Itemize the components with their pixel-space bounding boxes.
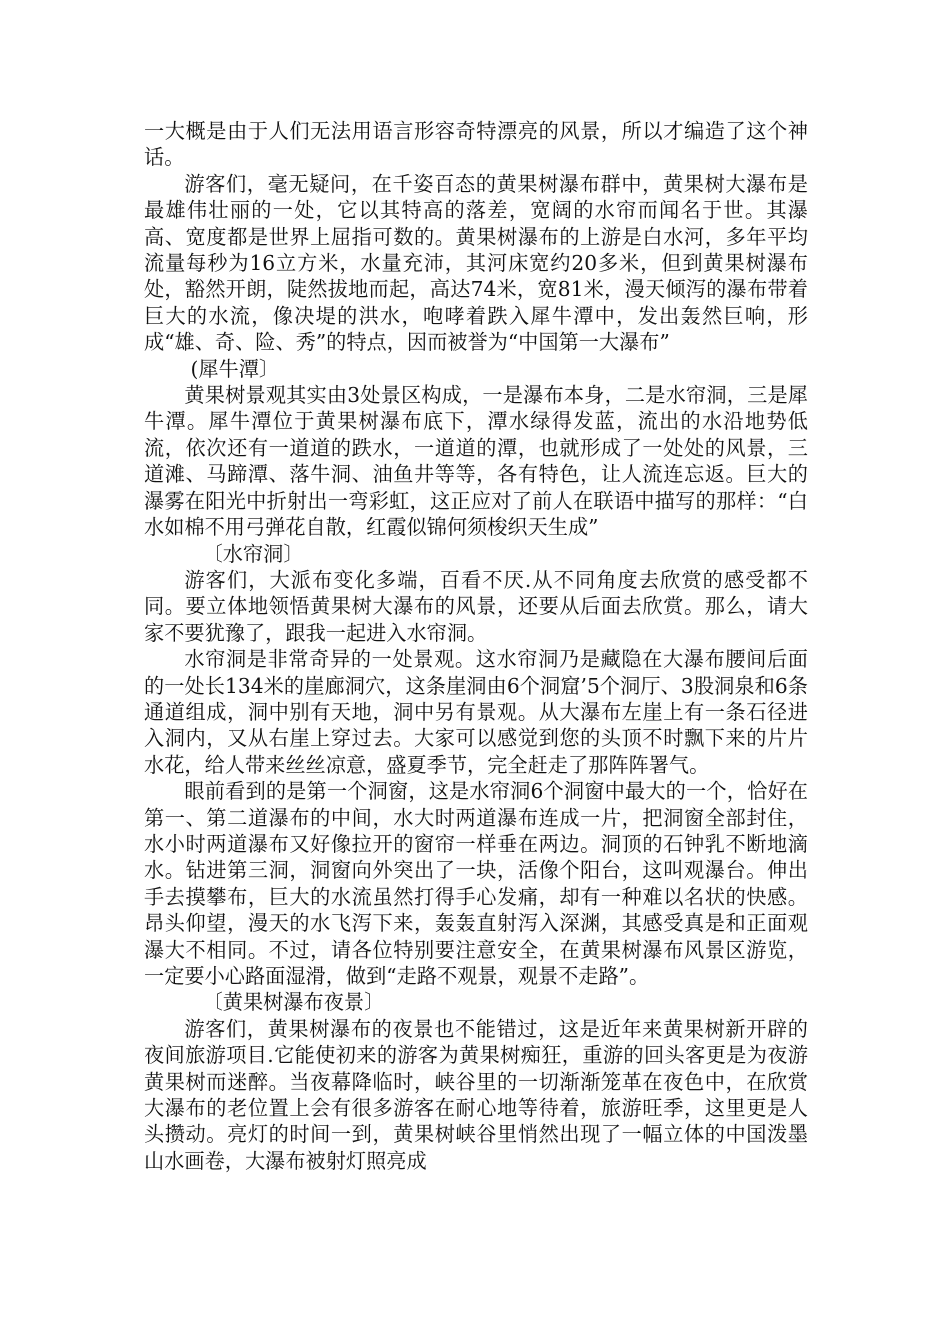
paragraph-intro-continued: 一大概是由于人们无法用语言形容奇特漂亮的风景，所以才编造了这个神话。 xyxy=(144,119,808,170)
section-heading-night-view: 〔黄果树瀑布夜景〕 xyxy=(202,990,385,1015)
paragraph-xiniu-pool: 黄果树景观其实由3处景区构成，一是瀑布本身，二是水帘洞，三是犀牛潭。犀牛潭位于黄果树瀑布底下，潭水绿得发蓝，流出的水沿地势低流，依次还有一道道的跌水，一道道的潭，也就形成了一处处的风景，三道滩、马蹄潭、落牛洞、油鱼井等等，各有特色，让人流连忘返。巨大的瀑雾在阳光中折射出一弯彩虹，这正应对了前人在联语中描写的那样：“白水如棉不用弓弹花自散，红霞似锦何须梭织天生成” xyxy=(144,383,808,540)
paragraph-main-waterfall: 游客们，毫无疑问，在千姿百态的黄果树瀑布群中，黄果树大瀑布是最雄伟壮丽的一处，它以其特高的落差，宽阔的水帘而闻名于世。其瀑高、宽度都是世界上屈指可数的。黄果树瀑布的上游是白水河，多年平均流量每秒为16立方米，水量充沛，其河床宽约20多米，但到黄果树瀑布处，豁然开朗，陡然拔地而起，高达74米，宽81米，漫天倾泻的瀑布带着巨大的水流，像决堤的洪水，咆哮着跌入犀牛潭中，发出轰然巨响，形成“雄、奇、险、秀”的特点，因而被誉为“中国第一大瀑布” xyxy=(144,171,808,355)
paragraph-night-view: 游客们，黄果树瀑布的夜景也不能错过，这是近年来黄果树新开辟的夜间旅游项目.它能使初来的游客为黄果树痴狂，重游的回头客更是为夜游黄果树而迷醉。当夜幕降临时，峡谷里的一切渐渐笼革在夜色中，在欣赏大瀑布的老位置上会有很多游客在耐心地等待着，旅游旺季，这里更是人头攒动。亮灯的时间一到，黄果树峡谷里悄然出现了一幅立体的中国泼墨山水画卷，大瀑布被射灯照亮成 xyxy=(144,1016,808,1173)
paragraph-water-curtain-intro: 游客们，大派布变化多端，百看不厌.从不同角度去欣赏的感受都不同。要立体地领悟黄果树大瀑布的风景，还要从后面去欣赏。那么，请大家不要犹豫了，跟我一起进入水帘洞。 xyxy=(144,567,808,645)
paragraph-water-curtain-cave: 水帘洞是非常奇异的一处景观。这水帘洞乃是藏隐在大瀑布腰间后面的一处长134米的崖廊洞穴，这条崖洞由6个洞窟’5个洞厅、3股洞泉和6条通道组成，洞中别有天地，洞中另有景观。从大瀑布左崖上有一条石径进入洞内，又从右崖上穿过去。大家可以感觉到您的头顶不时飘下来的片片水花，给人带来丝丝凉意，盛夏季节，完全赶走了那阵阵署气。 xyxy=(144,647,808,777)
paragraph-first-cave-window: 眼前看到的是第一个洞窗，这是水帘洞6个洞窗中最大的一个，恰好在第一、第二道瀑布的中间，水大时两道瀑布连成一片，把洞窗全部封住，水小时两道瀑布又好像拉开的窗帘一样垂在两边。洞顶的石钟乳不断地滴水。钻进第三洞，洞窗向外突出了一块，活像个阳台，这叫观瀑台。伸出手去摸攀布，巨大的水流虽然打得手心发痛，却有一种难以名状的快感。昂头仰望，漫天的水飞泻下来，轰轰直射泻入深渊，其感受真是和正面观瀑大不相同。不过，请各位特别要注意安全，在黄果树瀑布风景区游览，一定要小心路面湿滑，做到“走路不观景，观景不走路”。 xyxy=(144,779,808,988)
section-heading-xiniu-pool: (犀牛潭〕 xyxy=(190,356,280,381)
document-body xyxy=(144,118,808,1174)
section-heading-water-curtain-cave: 〔水帘洞〕 xyxy=(202,541,304,566)
